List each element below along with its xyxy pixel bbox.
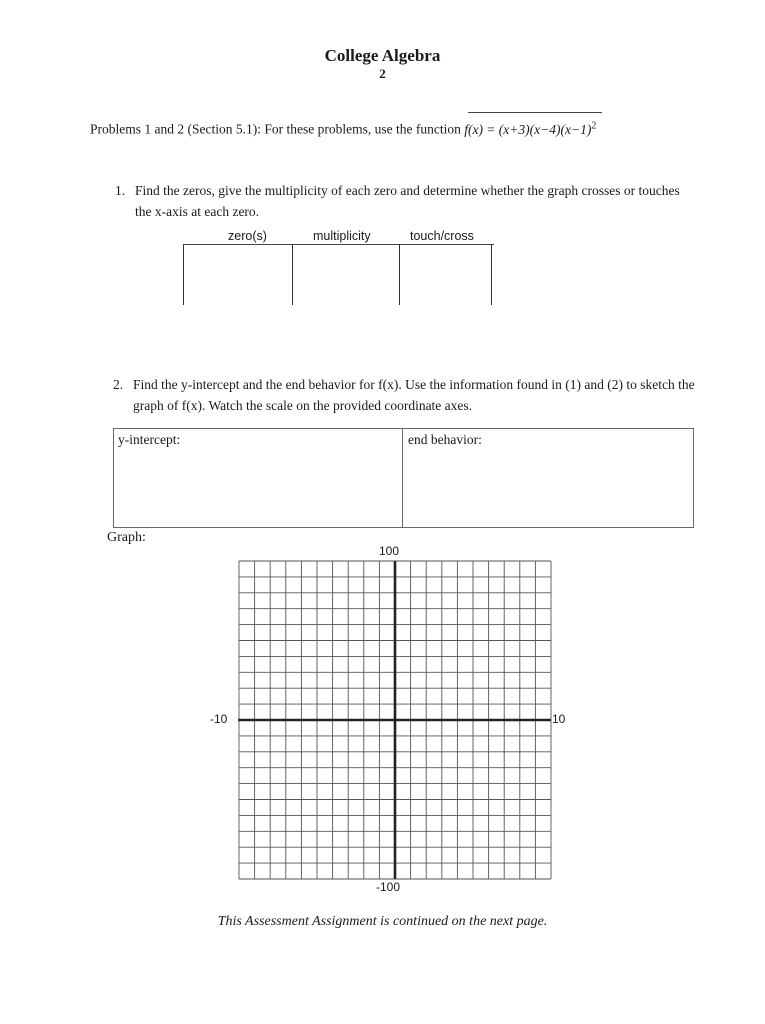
zeros-header: zero(s) [228, 229, 267, 243]
zeros-table [183, 231, 494, 305]
multiplicity-header: multiplicity [313, 229, 371, 243]
page-number: 2 [379, 66, 386, 81]
intro-text: Problems 1 and 2 (Section 5.1): For these problems, use the function [90, 121, 465, 137]
zeros-table-top-rule [183, 244, 494, 245]
x-axis-min-label: -10 [210, 712, 228, 726]
zeros-column-rule [183, 244, 184, 305]
problem-1-number: 1. [115, 183, 126, 198]
y-intercept-label: y-intercept: [118, 432, 181, 447]
problem-1 [115, 180, 695, 222]
touch-cross-column-rule [399, 244, 400, 305]
end-behavior-label: end behavior: [408, 432, 482, 447]
continuation-note: This Assessment Assignment is continued on the next page. [217, 914, 548, 929]
multiplicity-column-rule [292, 244, 293, 305]
table-right-rule [491, 244, 492, 305]
answer-box [113, 428, 694, 528]
problems-intro [90, 120, 596, 138]
problem-2-number: 2. [113, 377, 124, 392]
graph-label: Graph: [107, 530, 146, 545]
coordinate-grid[interactable] [238, 560, 552, 880]
problem-2-text: Find the y-intercept and the end behavior for f(x). Use the information found in (1) and (2) to sketch the graph of f(x). Watch the scale on the provided coordinate axes. [133, 377, 695, 413]
answer-box-divider [402, 429, 403, 527]
y-axis-max-label: 100 [379, 544, 400, 558]
y-axis-min-label: -100 [376, 880, 401, 894]
function-overline [468, 112, 602, 113]
problem-1-text: Find the zeros, give the multiplicity of each zero and determine whether the graph crosses or touches the x-axis at each zero. [135, 183, 680, 219]
function-expression [464, 122, 596, 137]
x-axis-max-label: 10 [552, 712, 566, 726]
function-body: f(x) = (x+3)(x−4)(x−1) [464, 121, 592, 137]
function-exponent: 2 [591, 120, 597, 131]
touch-cross-header: touch/cross [410, 229, 474, 243]
problem-2 [113, 374, 713, 416]
page-title: College Algebra [324, 46, 441, 65]
